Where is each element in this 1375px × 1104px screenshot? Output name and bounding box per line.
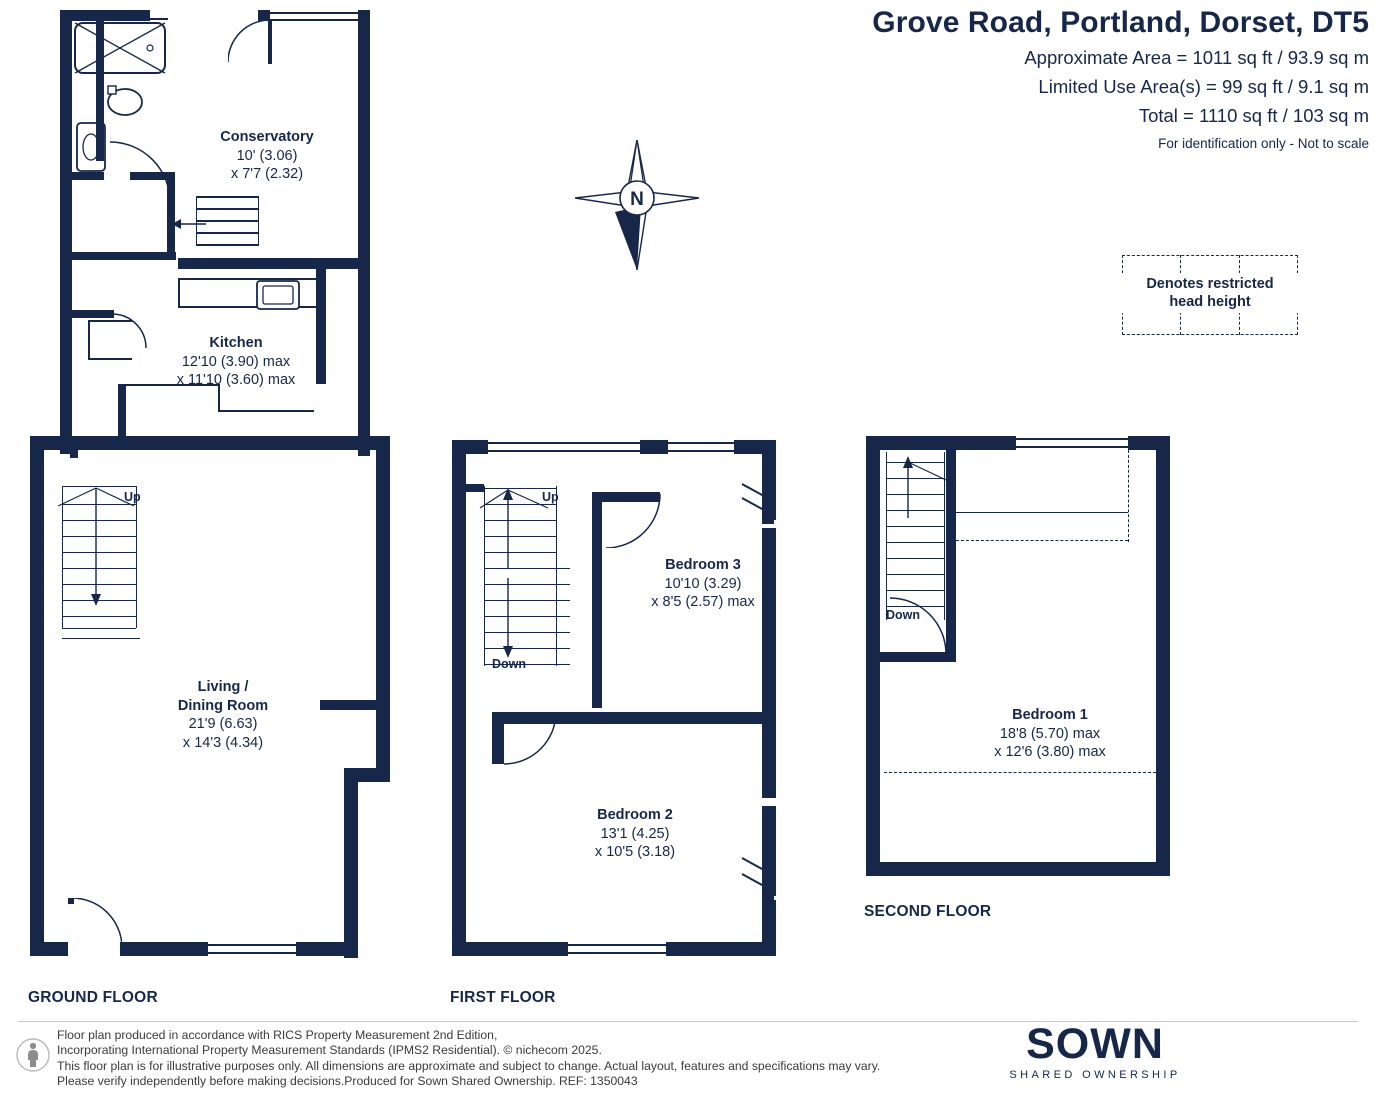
wall xyxy=(452,942,568,956)
restricted-head-height-label xyxy=(1110,273,1310,313)
floor-title-ground: GROUND FLOOR xyxy=(28,989,158,1006)
wall xyxy=(1156,436,1170,876)
stair-label-up: Up xyxy=(124,490,141,504)
wall xyxy=(60,10,72,454)
wall xyxy=(492,712,504,764)
room-label-living-dining xyxy=(128,678,318,752)
wall xyxy=(592,492,602,708)
stair-tread xyxy=(196,196,258,198)
door-arc xyxy=(68,898,122,948)
disclaimer-line-2: Incorporating International Property Measurement Standards (IPMS2 Residential). © nichecom 2025. xyxy=(57,1043,602,1058)
wall xyxy=(70,450,78,458)
stair-tread xyxy=(196,232,258,234)
limited-use-area: Limited Use Area(s) = 99 sq ft / 9.1 sq m xyxy=(1038,76,1369,97)
window xyxy=(1016,446,1128,448)
room-name: Bedroom 3 xyxy=(665,557,741,573)
page-title: Grove Road, Portland, Dorset, DT5 xyxy=(872,6,1369,39)
wall xyxy=(866,436,1016,450)
wall xyxy=(72,172,104,180)
window xyxy=(568,952,666,954)
wall xyxy=(72,310,114,318)
door-arc xyxy=(504,712,558,766)
stair-label-down: Down xyxy=(492,657,527,671)
footer-disclaimer xyxy=(57,1028,997,1089)
header xyxy=(872,6,1369,151)
stair-tread xyxy=(62,616,136,617)
room-dim-2: x 12'6 (3.80) max xyxy=(994,744,1106,760)
identification-note: For identification only - Not to scale xyxy=(1158,136,1369,151)
wall xyxy=(358,260,370,456)
room-label-conservatory xyxy=(182,128,352,184)
stair-direction-arrows xyxy=(478,482,582,672)
wall xyxy=(452,440,488,454)
wall xyxy=(376,436,390,776)
wall xyxy=(866,436,880,876)
accessibility-person-icon xyxy=(16,1035,50,1075)
rhh-line1: Denotes restricted xyxy=(1146,276,1274,292)
door-arc xyxy=(108,140,176,206)
room-name: Living / xyxy=(197,679,249,695)
approximate-area: Approximate Area = 1011 sq ft / 93.9 sq m xyxy=(1024,47,1369,68)
door-hatch xyxy=(740,482,776,524)
window xyxy=(354,806,356,864)
wall xyxy=(120,942,208,956)
room-name-line2: Dining Room xyxy=(177,697,269,714)
rhh-line2: head height xyxy=(1169,294,1251,310)
door-arc xyxy=(228,20,272,68)
room-dim-2: x 11'10 (3.60) max xyxy=(176,372,296,388)
room-dim-1: 10' (3.06) xyxy=(236,147,298,164)
window xyxy=(488,442,640,444)
sink-fixture xyxy=(256,280,300,310)
wall xyxy=(452,440,466,956)
wall xyxy=(30,436,390,450)
window xyxy=(270,12,358,14)
floor-title-second: SECOND FLOOR xyxy=(864,903,992,920)
compass-rose xyxy=(575,140,700,270)
window xyxy=(668,450,734,452)
wall xyxy=(96,21,104,161)
room-dim-1: 21'9 (6.63) xyxy=(188,716,258,732)
room-name: Conservatory xyxy=(220,129,314,145)
room-label-bedroom-2 xyxy=(540,806,730,862)
wall-thin xyxy=(218,410,314,412)
room-name: Bedroom 1 xyxy=(1012,707,1088,723)
room-dim-1: 10'10 (3.29) xyxy=(664,575,742,592)
room-label-bedroom-3 xyxy=(608,556,798,612)
room-name: Kitchen xyxy=(209,335,263,351)
disclaimer-line-3: This floor plan is for illustrative purposes only. All dimensions are approximate and subject to change. Actual layout, features and specifications may vary. xyxy=(57,1058,881,1073)
stair-edge xyxy=(258,196,259,246)
disclaimer-line-4: Please verify independently before making decisions.Produced for Sown Shared Ownership. REF: 1350043 xyxy=(57,1073,638,1088)
compass-north-label: N xyxy=(630,189,644,210)
logo-wordmark: SOWN xyxy=(1026,1020,1164,1068)
window xyxy=(208,944,296,946)
total-area: Total = 1110 sq ft / 103 sq m xyxy=(1138,105,1369,126)
window xyxy=(1016,438,1128,440)
stair-tread xyxy=(62,628,136,629)
restricted-head-height-line xyxy=(956,540,1128,541)
disclaimer-line-1: Floor plan produced in accordance with RICS Property Measurement 2nd Edition, xyxy=(57,1028,498,1042)
window xyxy=(208,952,296,954)
room-dim-2: x 7'7 (2.32) xyxy=(230,166,304,182)
room-dim-2: x 14'3 (4.34) xyxy=(182,734,264,751)
bath-fixture xyxy=(74,22,166,77)
stair-label-down: Down xyxy=(886,608,921,622)
window xyxy=(568,944,666,946)
stair-label-up: Up xyxy=(542,490,559,504)
sown-logo xyxy=(995,1022,1195,1081)
eaves-line xyxy=(956,512,1128,513)
floor-title-first: FIRST FLOOR xyxy=(450,989,556,1006)
wall xyxy=(72,252,176,260)
wall xyxy=(30,436,44,956)
window xyxy=(270,19,358,21)
stair-arrow xyxy=(172,217,206,231)
wall xyxy=(178,258,370,269)
room-label-bedroom-1 xyxy=(930,706,1170,762)
stair-tread xyxy=(196,244,258,246)
door-arc xyxy=(604,492,662,548)
counter-line xyxy=(178,278,180,308)
logo-tagline: SHARED OWNERSHIP xyxy=(1009,1069,1181,1081)
window xyxy=(668,442,734,444)
room-dim-2: x 10'5 (3.18) xyxy=(594,844,676,860)
stair-tread xyxy=(62,638,140,639)
room-dim-1: 18'8 (5.70) max xyxy=(999,725,1101,742)
wall-thin xyxy=(72,18,168,20)
stair-tread xyxy=(196,208,258,210)
wall xyxy=(640,440,668,454)
room-label-kitchen xyxy=(126,334,346,390)
window xyxy=(346,806,348,864)
wall xyxy=(296,942,358,956)
room-dim-1: 13'1 (4.25) xyxy=(600,825,670,842)
wall xyxy=(358,10,370,260)
stair-direction-arrow xyxy=(880,450,952,630)
restricted-head-height-line xyxy=(884,772,1156,773)
restricted-head-height-line xyxy=(1128,450,1129,542)
room-dim-2: x 8'5 (2.57) max xyxy=(651,594,755,610)
room-name: Bedroom 2 xyxy=(597,807,673,823)
window xyxy=(488,450,640,452)
wall xyxy=(320,700,378,710)
wall xyxy=(666,942,776,956)
wall xyxy=(30,942,68,956)
wall xyxy=(866,862,1170,876)
counter-line xyxy=(88,320,90,360)
door-hatch xyxy=(740,856,776,902)
room-dim-1: 12'10 (3.90) max xyxy=(181,353,291,370)
wc-fixture xyxy=(105,84,145,120)
